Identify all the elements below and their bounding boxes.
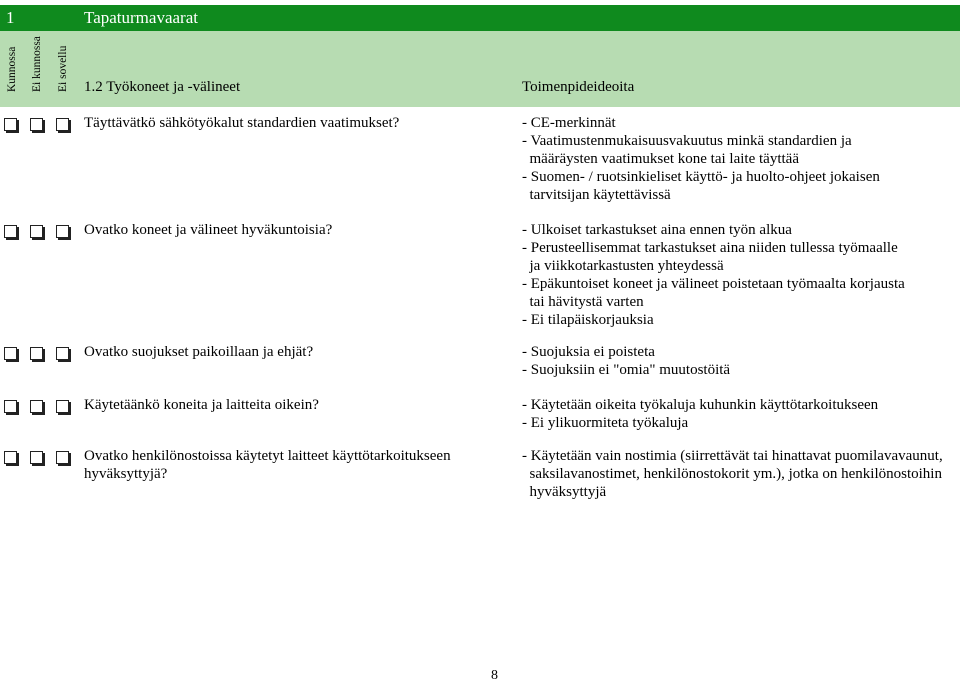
measure-line: - Käytetään oikeita työkaluja kuhunkin käyttötarkoitukseen [522,397,879,413]
checkbox-ok[interactable] [4,451,17,464]
measure-line: - Suojuksia ei poisteta [522,344,655,360]
section-heading: 1.2 Työkoneet ja -välineet [84,79,241,95]
measure-line: - CE-merkinnät [522,115,616,131]
checkbox-not-applicable[interactable] [56,118,69,131]
measure-line: saksilavanostimet, henkilönostokorit ym.), jotka on henkilönostoihin [522,466,942,482]
measure-line: ja viikkotarkastusten yhteydessä [522,258,724,274]
page-title: Tapaturmavaarat [84,8,198,27]
measure-line: - Käytetään vain nostimia (siirrettävät tai hinattavat puomilavavaunut, [522,448,943,464]
checkbox-not-ok[interactable] [30,118,43,131]
checkbox-ok[interactable] [4,347,17,360]
section-number: 1 [6,8,15,27]
checkbox-ok[interactable] [4,400,17,413]
checkbox-not-ok[interactable] [30,400,43,413]
page-number: 8 [491,668,498,683]
question-text: Ovatko koneet ja välineet hyväkuntoisia? [84,222,333,238]
measure-line: - Suomen- / ruotsinkieliset käyttö- ja huolto-ohjeet jokaisen [522,169,880,185]
checkbox-not-applicable[interactable] [56,347,69,360]
table-header [0,31,960,107]
measure-line: - Ulkoiset tarkastukset aina ennen työn alkua [522,222,792,238]
measure-line: - Epäkuntoiset koneet ja välineet poistetaan työmaalta korjausta [522,276,905,292]
checkbox-not-applicable[interactable] [56,451,69,464]
checkbox-not-applicable[interactable] [56,400,69,413]
checkbox-not-ok[interactable] [30,451,43,464]
measure-line: - Vaatimustenmukaisuusvakuutus minkä standardien ja [522,133,852,149]
measures-heading: Toimenpideideoita [522,79,635,95]
measure-line: hyväksyttyjä [522,484,607,500]
measure-line: - Ei tilapäiskorjauksia [522,312,654,328]
measure-line: - Ei ylikuormiteta työkaluja [522,415,689,431]
checkbox-ok[interactable] [4,118,17,131]
column-header-not-ok: Ei kunnossa [31,36,43,92]
title-bar [0,5,960,31]
column-header-ok: Kunnossa [6,46,18,92]
checkbox-not-applicable[interactable] [56,225,69,238]
measure-line: tai hävitystä varten [522,294,644,310]
measure-line: määräysten vaatimukset kone tai laite täyttää [522,151,799,167]
measure-line: - Suojuksiin ei "omia" muutostöitä [522,362,731,378]
question-text: Ovatko suojukset paikoillaan ja ehjät? [84,344,314,360]
question-text: Täyttävätkö sähkötyökalut standardien vaatimukset? [84,115,400,131]
question-text: Ovatko henkilönostoissa käytetyt laitteet käyttötarkoitukseen hyväksyttyjä? [84,448,451,482]
checkbox-not-ok[interactable] [30,225,43,238]
measure-line: tarvitsijan käytettävissä [522,187,671,203]
measure-line: - Perusteellisemmat tarkastukset aina niiden tullessa työmaalle [522,240,898,256]
question-text: Käytetäänkö koneita ja laitteita oikein? [84,397,319,413]
column-header-not-applicable: Ei sovellu [57,45,69,92]
checkbox-ok[interactable] [4,225,17,238]
checkbox-not-ok[interactable] [30,347,43,360]
